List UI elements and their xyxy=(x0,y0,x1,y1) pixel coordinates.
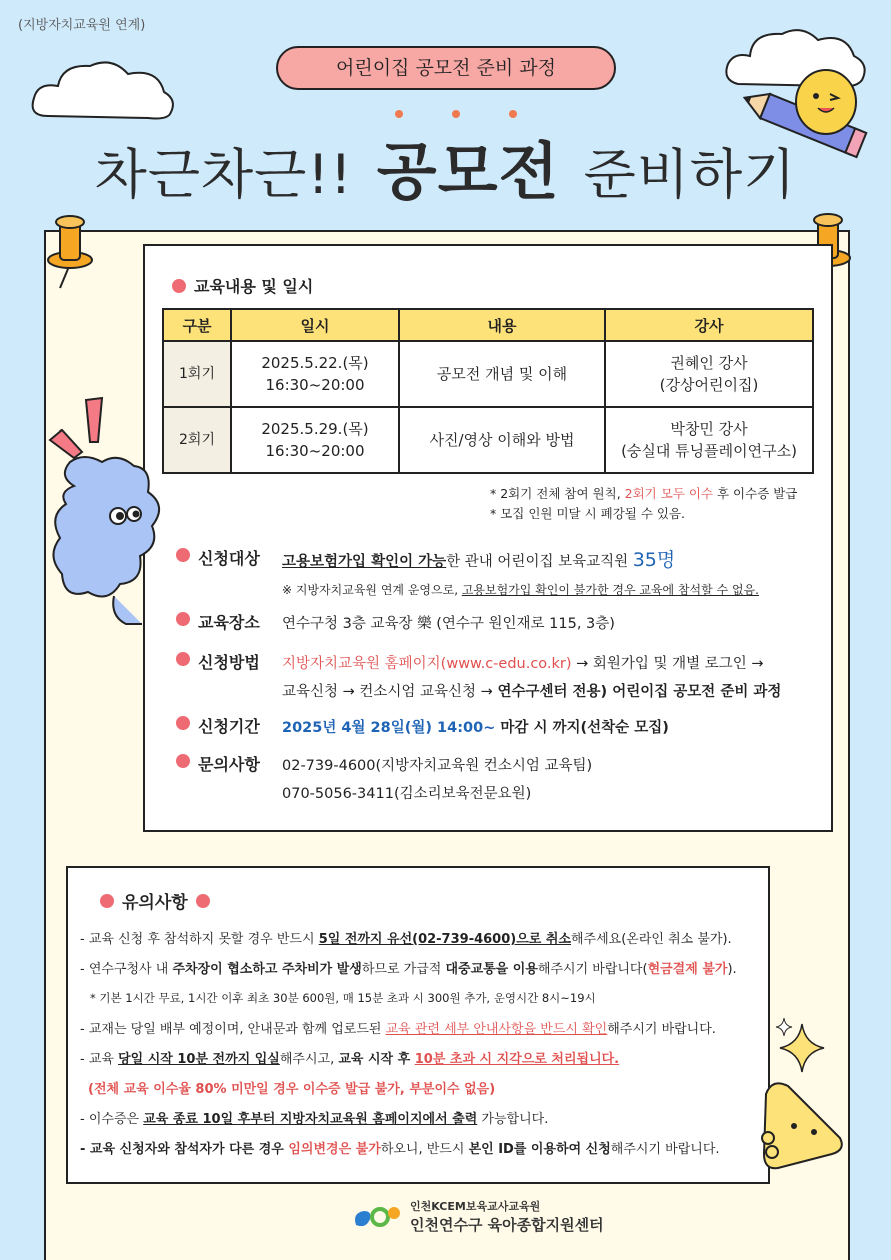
target-value: 고용보험가입 확인이 가능한 관내 어린이집 보육교직원 35명 ※ 지방자치교육원 연계 운영으로, 고용보험가입 확인이 불가한 경우 교육에 참석할 수 없음. xyxy=(282,549,759,597)
place-row xyxy=(176,610,615,638)
emphasis-dot xyxy=(452,110,460,118)
bullet-icon xyxy=(176,716,190,730)
place-value: 연수구청 3층 교육장 樂 (연수구 원인재로 115, 3층) xyxy=(282,616,615,632)
partner-note: (지방자치교육원 연계) xyxy=(18,18,146,33)
footer-text xyxy=(410,1198,604,1234)
caution-section-title: 유의사항 xyxy=(92,888,218,913)
bullet-icon xyxy=(176,652,190,666)
schedule-title-text: 교육내용 및 일시 xyxy=(194,277,314,296)
target-label: 신청대상 xyxy=(176,546,282,604)
method-value: 지방자치교육원 홈페이지(www.c-edu.co.kr) → 회원가입 및 개별 로그인 → 교육신청 → 컨소시엄 교육신청 → 연수구센터 전용) 어린이집 공모전 준비 과정 xyxy=(282,656,782,700)
course-title-badge: 어린이집 공모전 준비 과정 xyxy=(276,46,616,90)
caution-item: - 교육 신청자와 참석자가 다른 경우 임의변경은 불가하오니, 반드시 본인 ID를 이용하여 신청해주시기 바랍니다. xyxy=(80,1142,720,1157)
cheese-character-illustration xyxy=(758,1074,848,1178)
title-highlight xyxy=(377,122,560,211)
pushpin-icon xyxy=(44,208,96,292)
table-header-row xyxy=(163,309,813,341)
bullet-icon xyxy=(196,894,210,908)
contact-label: 문의사항 xyxy=(176,752,282,808)
period-row xyxy=(176,714,669,742)
lecturer-name: 박창민 강사 xyxy=(670,420,748,438)
place-label: 교육장소 xyxy=(176,610,282,638)
emphasis-dot xyxy=(395,110,403,118)
footer-org-1: 인천KCEM보육교사교육원 xyxy=(410,1200,541,1213)
method-row xyxy=(176,650,781,706)
time-text: 16:30~20:00 xyxy=(265,376,365,394)
homepage-link[interactable]: 지방자치교육원 홈페이지(www.c-edu.co.kr) xyxy=(282,656,572,672)
emphasis-dot xyxy=(509,110,517,118)
sparkle-icon xyxy=(772,1016,832,1076)
date-cell xyxy=(231,407,399,473)
caution-item: - 교재는 당일 배부 예정이며, 안내문과 함께 업로드된 교육 관련 세부 안내사항을 반드시 확인해주시기 바랍니다. xyxy=(80,1022,716,1037)
caution-subitem: * 기본 1시간 무료, 1시간 이후 최초 30분 600원, 매 15분 초과 시 300원 추가, 운영시간 8시~19시 xyxy=(90,991,596,1005)
method-label: 신청방법 xyxy=(176,650,282,706)
target-row xyxy=(176,546,759,604)
column-header: 강사 xyxy=(605,309,813,341)
footer-org-2: 인천연수구 육아종합지원센터 xyxy=(410,1216,604,1234)
time-text: 16:30~20:00 xyxy=(265,442,365,460)
footer-logo xyxy=(350,1198,604,1234)
date-text: 2025.5.22.(목) xyxy=(261,354,369,372)
date-cell xyxy=(231,341,399,407)
schedule-table xyxy=(162,308,814,474)
lecturer-cell xyxy=(605,341,813,407)
caution-item: - 연수구청사 내 주차장이 협소하고 주차비가 발생하므로 가급적 대중교통을 이용해주시기 바랍니다(현금결제 불가). xyxy=(80,962,737,977)
title-part-2: 공모전 xyxy=(376,135,560,208)
bullet-icon xyxy=(176,754,190,768)
content-cell: 사진/영상 이해와 방법 xyxy=(399,407,605,473)
lecturer-cell xyxy=(605,407,813,473)
bullet-icon xyxy=(100,894,114,908)
bullet-icon xyxy=(176,612,190,626)
schedule-notes xyxy=(490,484,797,524)
table-row xyxy=(163,407,813,473)
contact-value xyxy=(282,752,592,808)
round-cell: 2회기 xyxy=(163,407,231,473)
lecturer-name: 권혜인 강사 xyxy=(670,354,748,372)
period-value: 2025년 4월 28일(월) 14:00~ 마감 시 까지(선착순 모집) xyxy=(282,720,669,736)
column-header: 구분 xyxy=(163,309,231,341)
round-cell: 1회기 xyxy=(163,341,231,407)
caution-item: (전체 교육 이수율 80% 미만일 경우 이수증 발급 불가, 부분이수 없음) xyxy=(88,1082,496,1097)
table-row xyxy=(163,341,813,407)
period-label: 신청기간 xyxy=(176,714,282,742)
column-header: 내용 xyxy=(399,309,605,341)
caution-item: - 교육 신청 후 참석하지 못할 경우 반드시 5일 전까지 유선(02-739-4600)으로 취소해주세요(온라인 취소 불가). xyxy=(80,932,732,947)
cloud-character-illustration xyxy=(48,396,168,636)
contact-phone-1: 02-739-4600(지방자치교육원 컨소시엄 교육팀) xyxy=(282,758,593,774)
title-part-3: 준비하기 xyxy=(583,143,797,206)
cloud-left-decoration xyxy=(28,54,178,128)
date-text: 2025.5.29.(목) xyxy=(261,420,369,438)
lecturer-org: (숭실대 튜닝플레이연구소) xyxy=(621,442,797,460)
contact-row xyxy=(176,752,592,808)
bullet-icon xyxy=(176,548,190,562)
note-line: * 모집 인원 미달 시 폐강될 수 있음. xyxy=(490,506,686,521)
caution-item: - 이수증은 교육 종료 10일 후부터 지방자치교육원 홈페이지에서 출력 가능합니다. xyxy=(80,1112,549,1127)
page-title xyxy=(0,122,891,211)
caution-item: - 교육 당일 시작 10분 전까지 입실해주시고, 교육 시작 후 10분 초과 시 지각으로 처리됩니다. xyxy=(80,1052,620,1067)
bullet-icon xyxy=(172,279,186,293)
column-header: 일시 xyxy=(231,309,399,341)
note-line: * 2회기 전체 참여 원칙, 2회기 모두 이수 후 이수증 발급 xyxy=(490,486,798,501)
center-logo-icon xyxy=(350,1199,402,1233)
content-cell: 공모전 개념 및 이해 xyxy=(399,341,605,407)
schedule-section-title xyxy=(172,274,313,297)
lecturer-org: (강상어린이집) xyxy=(659,376,759,394)
title-part-1: 차근차근!! xyxy=(94,143,353,206)
contact-phone-2: 070-5056-3411(김소리보육전문요원) xyxy=(282,786,532,802)
